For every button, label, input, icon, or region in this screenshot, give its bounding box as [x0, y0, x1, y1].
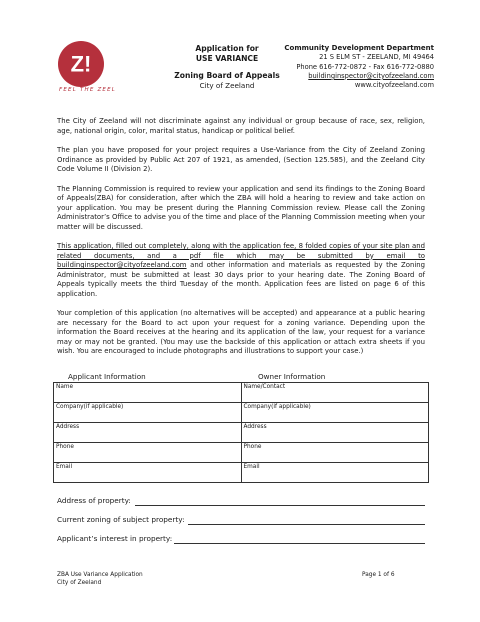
title-line-2: USE VARIANCE — [195, 54, 259, 63]
current-zoning-line[interactable] — [188, 524, 425, 525]
property-address-line[interactable] — [135, 505, 425, 506]
table-row — [54, 443, 429, 463]
variance-paragraph: The plan you have proposed for your project requires a Use-Variance from the City of Zeeland Zoning Ordinance as provided by Public Act 207 of 1921, as amended, (Section 125.585), and the Zeeland City Code Volume II (Division 2). — [57, 146, 425, 173]
title-line-4: City of Zeeland — [199, 81, 255, 90]
footer-document-name: ZBA Use Variance Application — [57, 572, 143, 578]
submission-details: and other information and materials as requested by the Zoning Administrator, must be submitted at least 30 days prior to your hearing date. The Zoning Board of Appeals typically meets the third Tuesday of the month. Application fees are listed on page 6 of this application. — [57, 261, 425, 298]
page-number: Page 1 of 6 — [362, 572, 395, 578]
applicant-name-field[interactable]: Name — [54, 383, 242, 403]
completion-paragraph: Your completion of this application (no alternatives will be accepted) and appearance at a public hearing are necessary for the Board to act upon your request for a zoning variance. Depending upon the information the Board receives at the hearing and its application of the law, your request for a variance may or may not be granted. (You may use the backside of this application or attach extra sheets if you wish. You are encouraged to include photographs and illustrations to support your case.) — [57, 309, 425, 355]
body-text — [57, 117, 425, 367]
footer-left — [57, 572, 143, 587]
owner-phone-field[interactable]: Phone — [241, 443, 429, 463]
footer-city: City of Zeeland — [57, 579, 102, 586]
title-line-3: Zoning Board of Appeals — [174, 71, 280, 80]
table-row — [54, 383, 429, 403]
table-row — [54, 423, 429, 443]
title-line-1: Application for — [195, 44, 259, 53]
owner-email-field[interactable]: Email — [241, 463, 429, 483]
table-row — [54, 463, 429, 483]
applicant-email-field[interactable]: Email — [54, 463, 242, 483]
owner-address-field[interactable]: Address — [241, 423, 429, 443]
applicant-owner-table — [53, 382, 429, 483]
department-name: Community Development Department — [284, 44, 434, 52]
submission-paragraph — [57, 242, 425, 299]
department-phone-fax: Phone 616-772-0872 - Fax 616-772-0880 — [296, 62, 434, 71]
applicant-interest-label: Applicant’s interest in property: — [57, 534, 173, 543]
logo-tagline: FEEL THE ZEEL — [59, 87, 117, 93]
owner-information-heading: Owner Information — [258, 372, 326, 381]
planning-commission-paragraph: The Planning Commission is required to review your application and send its findings to the Zoning Board of Appeals(ZBA) for consideration, after which the ZBA will hold a hearing to review and take action on your application. You may be present during the Planning Commission review. Please call the Zoning Administrator’s Office to advise you of the time and place of the Planning Commission meeting when your matter will be discussed. — [57, 184, 425, 231]
department-email-link[interactable]: buildinginspector@cityofzeeland.com — [308, 71, 434, 80]
property-address-label: Address of property: — [57, 496, 131, 505]
submission-requirements: This application, filled out completely, along with the application fee, 8 folded copies of your site plan and related documents, and a pdf file which may be submitted by email to buildinginspector@cityofzeeland.com — [57, 242, 425, 269]
logo-text: Z! — [70, 51, 92, 77]
owner-name-contact-field[interactable]: Name/Contact — [241, 383, 429, 403]
table-row — [54, 403, 429, 423]
document-title — [168, 44, 286, 91]
current-zoning-label: Current zoning of subject property: — [57, 515, 185, 524]
contact-block — [284, 44, 434, 90]
applicant-phone-field[interactable]: Phone — [54, 443, 242, 463]
applicant-address-field[interactable]: Address — [54, 423, 242, 443]
applicant-interest-line[interactable] — [174, 543, 425, 544]
department-website[interactable]: www.cityofzeeland.com — [354, 81, 434, 90]
applicant-information-heading: Applicant Information — [68, 372, 146, 381]
applicant-company-field[interactable]: Company(if applicable) — [54, 403, 242, 423]
department-address: 21 S ELM ST - ZEELAND, MI 49464 — [319, 53, 434, 62]
owner-company-field[interactable]: Company(if applicable) — [241, 403, 429, 423]
city-of-zeeland-logo — [57, 40, 105, 88]
nondiscrimination-paragraph: The City of Zeeland will not discriminate against any individual or group because of race, sex, religion, age, national origin, color, marital status, handicap or political belief. — [57, 117, 425, 135]
